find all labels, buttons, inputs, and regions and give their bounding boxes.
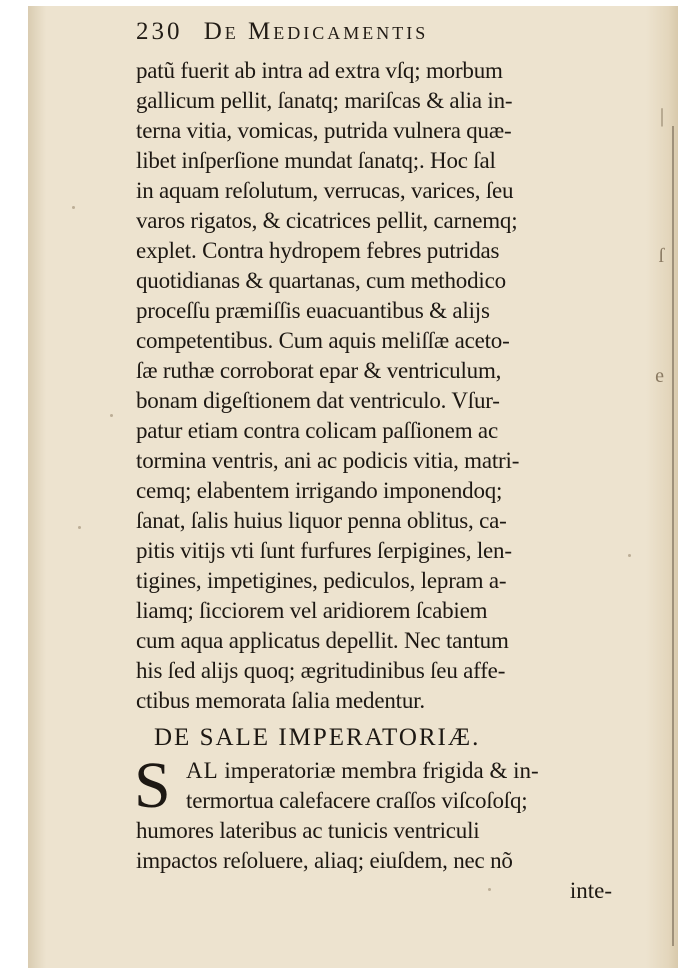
page-number: 230 xyxy=(136,18,183,45)
bleed-through-mark: e xyxy=(655,365,664,387)
text-line: terna vitia, vomicas, putrida vulnera quæ- xyxy=(136,118,512,143)
text-line: quotidianas & quartanas, cum methodico xyxy=(136,268,506,293)
paper-speck xyxy=(72,206,75,209)
text-line: competentibus. Cum aquis meliſſæ aceto- xyxy=(136,328,510,353)
running-header xyxy=(136,18,428,46)
drop-cap: S xyxy=(134,749,171,822)
text-line: termortua calefacere craſſos viſcoſoſq; xyxy=(186,788,528,813)
text-line: cemq; elabentem irrigando imponendoq; xyxy=(136,478,503,503)
text-line: gallicum pellit, ſanatq; mariſcas & alia in- xyxy=(136,88,513,113)
text-line: tigines, impetigines, pediculos, lepram a- xyxy=(136,568,507,593)
catchword: inte- xyxy=(569,878,612,903)
text-line: ſanat, ſalis huius liquor penna oblitus, ca- xyxy=(136,508,507,533)
running-title: De Medicamentis xyxy=(203,18,429,45)
text-line: ctibus memorata ſalia medentur. xyxy=(136,688,425,713)
paper-speck xyxy=(628,554,631,557)
text-line: pitis vitijs vti ſunt furfures ſerpigines, len- xyxy=(136,538,512,563)
main-text-block xyxy=(136,56,612,906)
section-heading: DE SALE IMPERATORIÆ. xyxy=(154,724,481,751)
text-line: ſæ ruthæ corroborat epar & ventriculum, xyxy=(136,358,502,383)
text-line: varos rigatos, & cicatrices pellit, carnemq; xyxy=(136,208,518,233)
text-line: proceſſu præmiſſis euacuantibus & alijs xyxy=(136,298,490,323)
text-line: libet inſperſione mundat ſanatq;. Hoc ſal xyxy=(136,148,496,173)
text-line: explet. Contra hydropem febres putridas xyxy=(136,238,500,263)
paper-speck xyxy=(110,414,113,417)
text-line: patur etiam contra colicam paſſionem ac xyxy=(136,418,498,443)
bleed-through-mark: | xyxy=(659,105,664,127)
page-edge-rule xyxy=(672,126,674,946)
paper-speck xyxy=(78,526,81,529)
text-line: imperatoriæ membra frigida & in- xyxy=(224,758,539,783)
text-line: tormina ventris, ani ac podicis vitia, matri- xyxy=(136,448,520,473)
first-word-rest: AL xyxy=(186,758,219,783)
page-gutter-shadow xyxy=(28,6,46,968)
text-line: bonam digeſtionem dat ventriculo. Vſur- xyxy=(136,388,500,413)
text-line: liamq; ſicciorem vel aridiorem ſcabiem xyxy=(136,598,488,623)
text-line: impactos reſoluere, aliaq; eiuſdem, nec nõ xyxy=(136,848,513,873)
text-line: patũ fuerit ab intra ad extra vſq; morbum xyxy=(136,58,503,83)
text-line: humores lateribus ac tunicis ventriculi xyxy=(136,818,480,843)
bleed-through-mark: ſ xyxy=(658,245,664,267)
text-line: his ſed alijs quoq; ægritudinibus ſeu affe- xyxy=(136,658,506,683)
text-line: in aquam reſolutum, verrucas, varices, ſeu xyxy=(136,178,514,203)
text-line: cum aqua applicatus depellit. Nec tantum xyxy=(136,628,509,653)
first-line-text xyxy=(136,758,539,783)
